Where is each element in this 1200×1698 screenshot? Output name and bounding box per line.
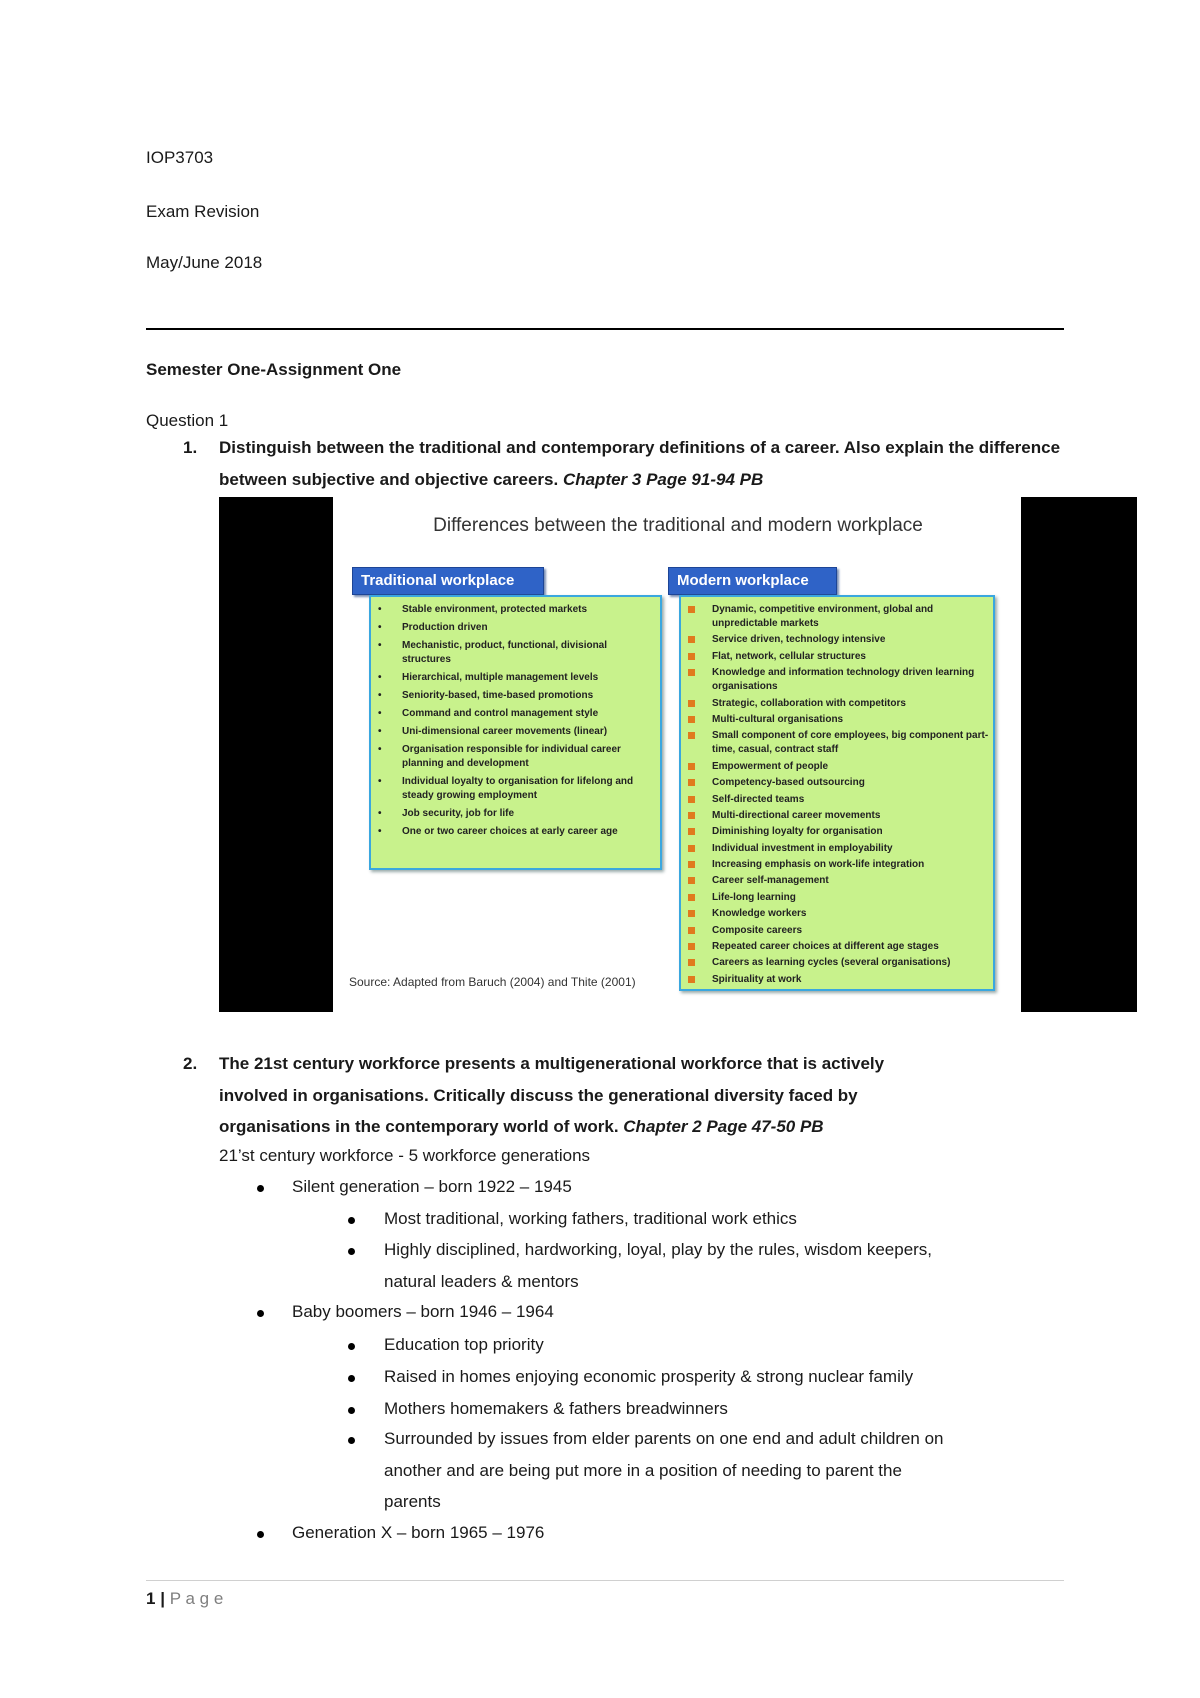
q2-number: 2. (183, 1054, 198, 1073)
generation-detail: natural leaders & mentors (384, 1272, 579, 1291)
page-footer (146, 1589, 223, 1609)
document-date: May/June 2018 (146, 253, 263, 272)
traditional-list-item: • Job security, job for life (371, 807, 656, 821)
q1-question: Distinguish between the traditional and contemporary definitions of a career. Also explain the difference between subjective and objective careers. (219, 438, 1061, 489)
q1-reference: Chapter 3 Page 91-94 PB (562, 469, 764, 489)
modern-list-item: Self-directed teams (681, 793, 989, 807)
bullet-icon (257, 1185, 264, 1192)
q2-line: involved in organisations. Critically discuss the generational diversity faced by (219, 1085, 858, 1105)
bullet-icon (348, 1248, 355, 1255)
modern-list-item: Service driven, technology intensive (681, 633, 989, 647)
workplace-figure (219, 497, 1137, 1012)
generation-item: Silent generation – born 1922 – 1945 (292, 1177, 572, 1196)
traditional-list-item: • Hierarchical, multiple management levels (371, 671, 656, 685)
black-bar-left (219, 497, 333, 1012)
generation-detail: another and are being put more in a position of needing to parent the (384, 1461, 902, 1480)
traditional-list-item: • Individual loyalty to organisation for lifelong and steady growing employment (371, 775, 656, 803)
black-bar-right (1021, 497, 1137, 1012)
modern-list-item: Strategic, collaboration with competitors (681, 697, 989, 711)
traditional-list-item: • Command and control management style (371, 707, 656, 721)
modern-list-item: Career self-management (681, 874, 989, 888)
generation-detail: Education top priority (384, 1335, 544, 1354)
bullet-icon (348, 1407, 355, 1414)
generation-detail: Surrounded by issues from elder parents on one end and adult children on (384, 1429, 944, 1448)
traditional-list-item: • Uni-dimensional career movements (linear) (371, 725, 656, 739)
generation-item: Baby boomers – born 1946 – 1964 (292, 1302, 554, 1321)
traditional-list-item: • Mechanistic, product, functional, divisional structures (371, 639, 656, 667)
traditional-tab: Traditional workplace (352, 567, 544, 595)
modern-list-item: Empowerment of people (681, 760, 989, 774)
generation-detail: parents (384, 1492, 441, 1511)
modern-box (679, 595, 995, 991)
modern-list-item: Knowledge workers (681, 907, 989, 921)
bullet-icon (257, 1310, 264, 1317)
q1-text (219, 432, 1079, 495)
modern-list-item: Increasing emphasis on work-life integration (681, 858, 989, 872)
generation-item: Generation X – born 1965 – 1976 (292, 1523, 545, 1542)
modern-list-item: Flat, network, cellular structures (681, 650, 989, 664)
figure-source: Source: Adapted from Baruch (2004) and Thite (2001) (349, 975, 636, 989)
modern-list-item: Knowledge and information technology driven learning organisations (681, 666, 989, 694)
bullet-icon (348, 1375, 355, 1382)
traditional-list-item: • Organisation responsible for individual career planning and development (371, 743, 656, 771)
traditional-list-item: • One or two career choices at early career age (371, 825, 656, 839)
modern-list-item: Diminishing loyalty for organisation (681, 825, 989, 839)
bullet-icon (348, 1343, 355, 1350)
modern-list-item: Repeated career choices at different age stages (681, 940, 989, 954)
generation-detail: Most traditional, working fathers, traditional work ethics (384, 1209, 797, 1228)
traditional-list-item: • Seniority-based, time-based promotions (371, 689, 656, 703)
modern-list-item: Multi-directional career movements (681, 809, 989, 823)
modern-list-item: Small component of core employees, big component part-time, casual, contract staff (681, 729, 989, 757)
q1-number: 1. (183, 438, 198, 457)
modern-list-item: Composite careers (681, 924, 989, 938)
document-title: Exam Revision (146, 202, 260, 221)
bullet-icon (348, 1437, 355, 1444)
q2-line: The 21st century workforce presents a multigenerational workforce that is actively (219, 1054, 885, 1073)
bullet-icon (348, 1217, 355, 1224)
generation-detail: Raised in homes enjoying economic prosperity & strong nuclear family (384, 1367, 914, 1386)
q2-line: organisations in the contemporary world of work. (219, 1117, 624, 1136)
modern-list-item: Competency-based outsourcing (681, 776, 989, 790)
generation-detail: Highly disciplined, hardworking, loyal, play by the rules, wisdom keepers, (384, 1240, 933, 1259)
traditional-list-item: • Production driven (371, 621, 656, 635)
modern-list-item: Life-long learning (681, 891, 989, 905)
generation-detail: Mothers homemakers & fathers breadwinners (384, 1399, 728, 1418)
traditional-list-item: • Stable environment, protected markets (371, 603, 656, 617)
section-heading: Semester One-Assignment One (146, 360, 402, 379)
q2-intro: 21’st century workforce - 5 workforce generations (219, 1146, 591, 1165)
footer-separator: | (160, 1589, 165, 1608)
question-label: Question 1 (146, 411, 229, 430)
figure-title: Differences between the traditional and modern workplace (433, 515, 923, 536)
modern-list-item: Multi-cultural organisations (681, 713, 989, 727)
footer-divider (146, 1580, 1064, 1581)
q2-text (219, 1048, 1079, 1143)
q2-reference: Chapter 2 Page 47-50 PB (623, 1117, 824, 1136)
bullet-icon (257, 1531, 264, 1538)
modern-list-item: Individual investment in employability (681, 842, 989, 856)
modern-tab: Modern workplace (668, 567, 837, 595)
modern-list-item: Dynamic, competitive environment, global and unpredictable markets (681, 603, 989, 631)
course-code: IOP3703 (146, 148, 214, 167)
page-number: 1 (146, 1589, 156, 1608)
modern-list-item: Careers as learning cycles (several organisations) (681, 956, 989, 970)
divider (146, 328, 1064, 330)
modern-list-item: Spirituality at work (681, 973, 989, 987)
page-label: P a g e (169, 1589, 224, 1608)
traditional-box (369, 595, 662, 870)
